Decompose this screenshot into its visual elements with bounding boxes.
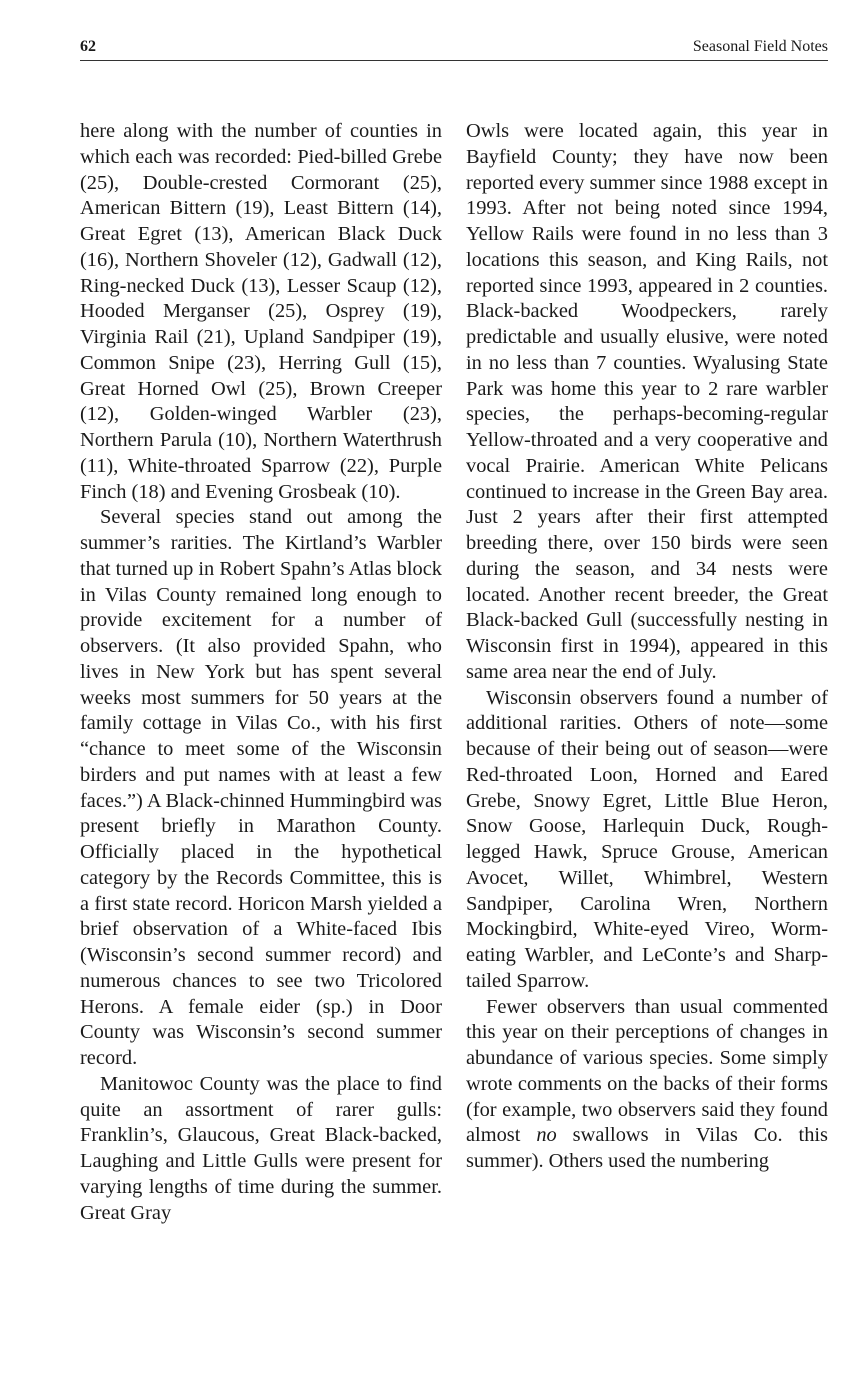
running-head [80,36,828,61]
paragraph-rarities: Several species stand out among the summer’s rarities. The Kirtland’s Warbler that turned up in Robert Spahn’s Atlas block in Vilas County remained long enough to provide excitement for a number of observers. (It also provided Spahn, who lives in New York but has spent several weeks most summers for 50 years at the family cottage in Vilas Co., with his first “chance to meet some of the Wisconsin birders and put names with at least a few faces.”) A Black-chinned Hummingbird was present briefly in Marathon County. Officially placed in the hypothetical category by the Records Committee, this is a first state record. Horicon Marsh yielded a brief observation of a White-faced Ibis (Wisconsin’s second summer record) and numerous chances to see two Tricolored Herons. A female eider (sp.) in Door County was Wisconsin’s second summer record. [80,506,442,1069]
paragraph-gulls: Manitowoc County was the place to find quite an assortment of rarer gulls: Franklin’s, Glaucous, Great Black-backed, Laughing and Little Gulls were present for varying lengths of time during the summer. Great Gray [80,1072,442,1224]
paragraph-abundance-changes [466,995,828,1175]
text-run: Fewer observers than usual commented this year on their perceptions of changes in abundance of various species. Some simply wrote comments on the backs of their forms (for example, two observers said they found almost [466,995,828,1147]
paragraph-owls-rails: Owls were located again, this year in Bayfield County; they have now been reported every summer since 1988 except in 1993. After not being noted since 1994, Yellow Rails were found in no less than 3 locations this season, and King Rails, not reported since 1993, appeared in 2 counties. Black-backed Woodpeckers, rarely predictable and usually elusive, were noted in no less than 7 counties. Wyalusing State Park was home this year to 2 rare warbler species, the perhaps-becoming-regular Yellow-throated and a very cooperative and vocal Prairie. American White Pelicans continued to increase in the Green Bay area. Just 2 years after their first attempted breeding there, over 150 birds were seen during the season, and 34 nests were located. Another recent breeder, the Great Black-backed Gull (successfully nesting in Wisconsin first in 1994), appeared in this same area near the end of July. [466,120,828,683]
left-column [80,119,442,1226]
running-title: Seasonal Field Notes [692,38,828,55]
page-number: 62 [80,38,96,55]
emphasis-no: no [536,1124,557,1147]
paragraph-additional-rarities: Wisconsin observers found a number of additional rarities. Others of note—some because of their being out of season—were Red-throated Loon, Horned and Eared Grebe, Snowy Egret, Little Blue Heron, Snow Goose, Harlequin Duck, Rough-legged Hawk, Spruce Grouse, American Avocet, Willet, Whimbrel, Western Sandpiper, Carolina Wren, Northern Mockingbird, White-eyed Vireo, Worm-eating Warbler, and LeConte’s and Sharp-tailed Sparrow. [466,686,828,992]
right-column [466,119,828,1175]
paragraph-species-counts: here along with the number of counties in which each was recorded: Pied-billed Grebe (25), Double-crested Cormorant (25), American Bittern (19), Least Bittern (14), Great Egret (13), American Black Duck (16), Northern Shoveler (12), Gadwall (12), Ring-necked Duck (13), Lesser Scaup (12), Hooded Merganser (25), Osprey (19), Virginia Rail (21), Upland Sandpiper (19), Common Snipe (23), Herring Gull (15), Great Horned Owl (25), Brown Creeper (12), Golden-winged Warbler (23), Northern Parula (10), Northern Waterthrush (11), White-throated Sparrow (22), Purple Finch (18) and Evening Grosbeak (10). [80,120,442,503]
text-run: swallows in Vilas Co. this summer). Others used the numbering [466,1124,828,1172]
